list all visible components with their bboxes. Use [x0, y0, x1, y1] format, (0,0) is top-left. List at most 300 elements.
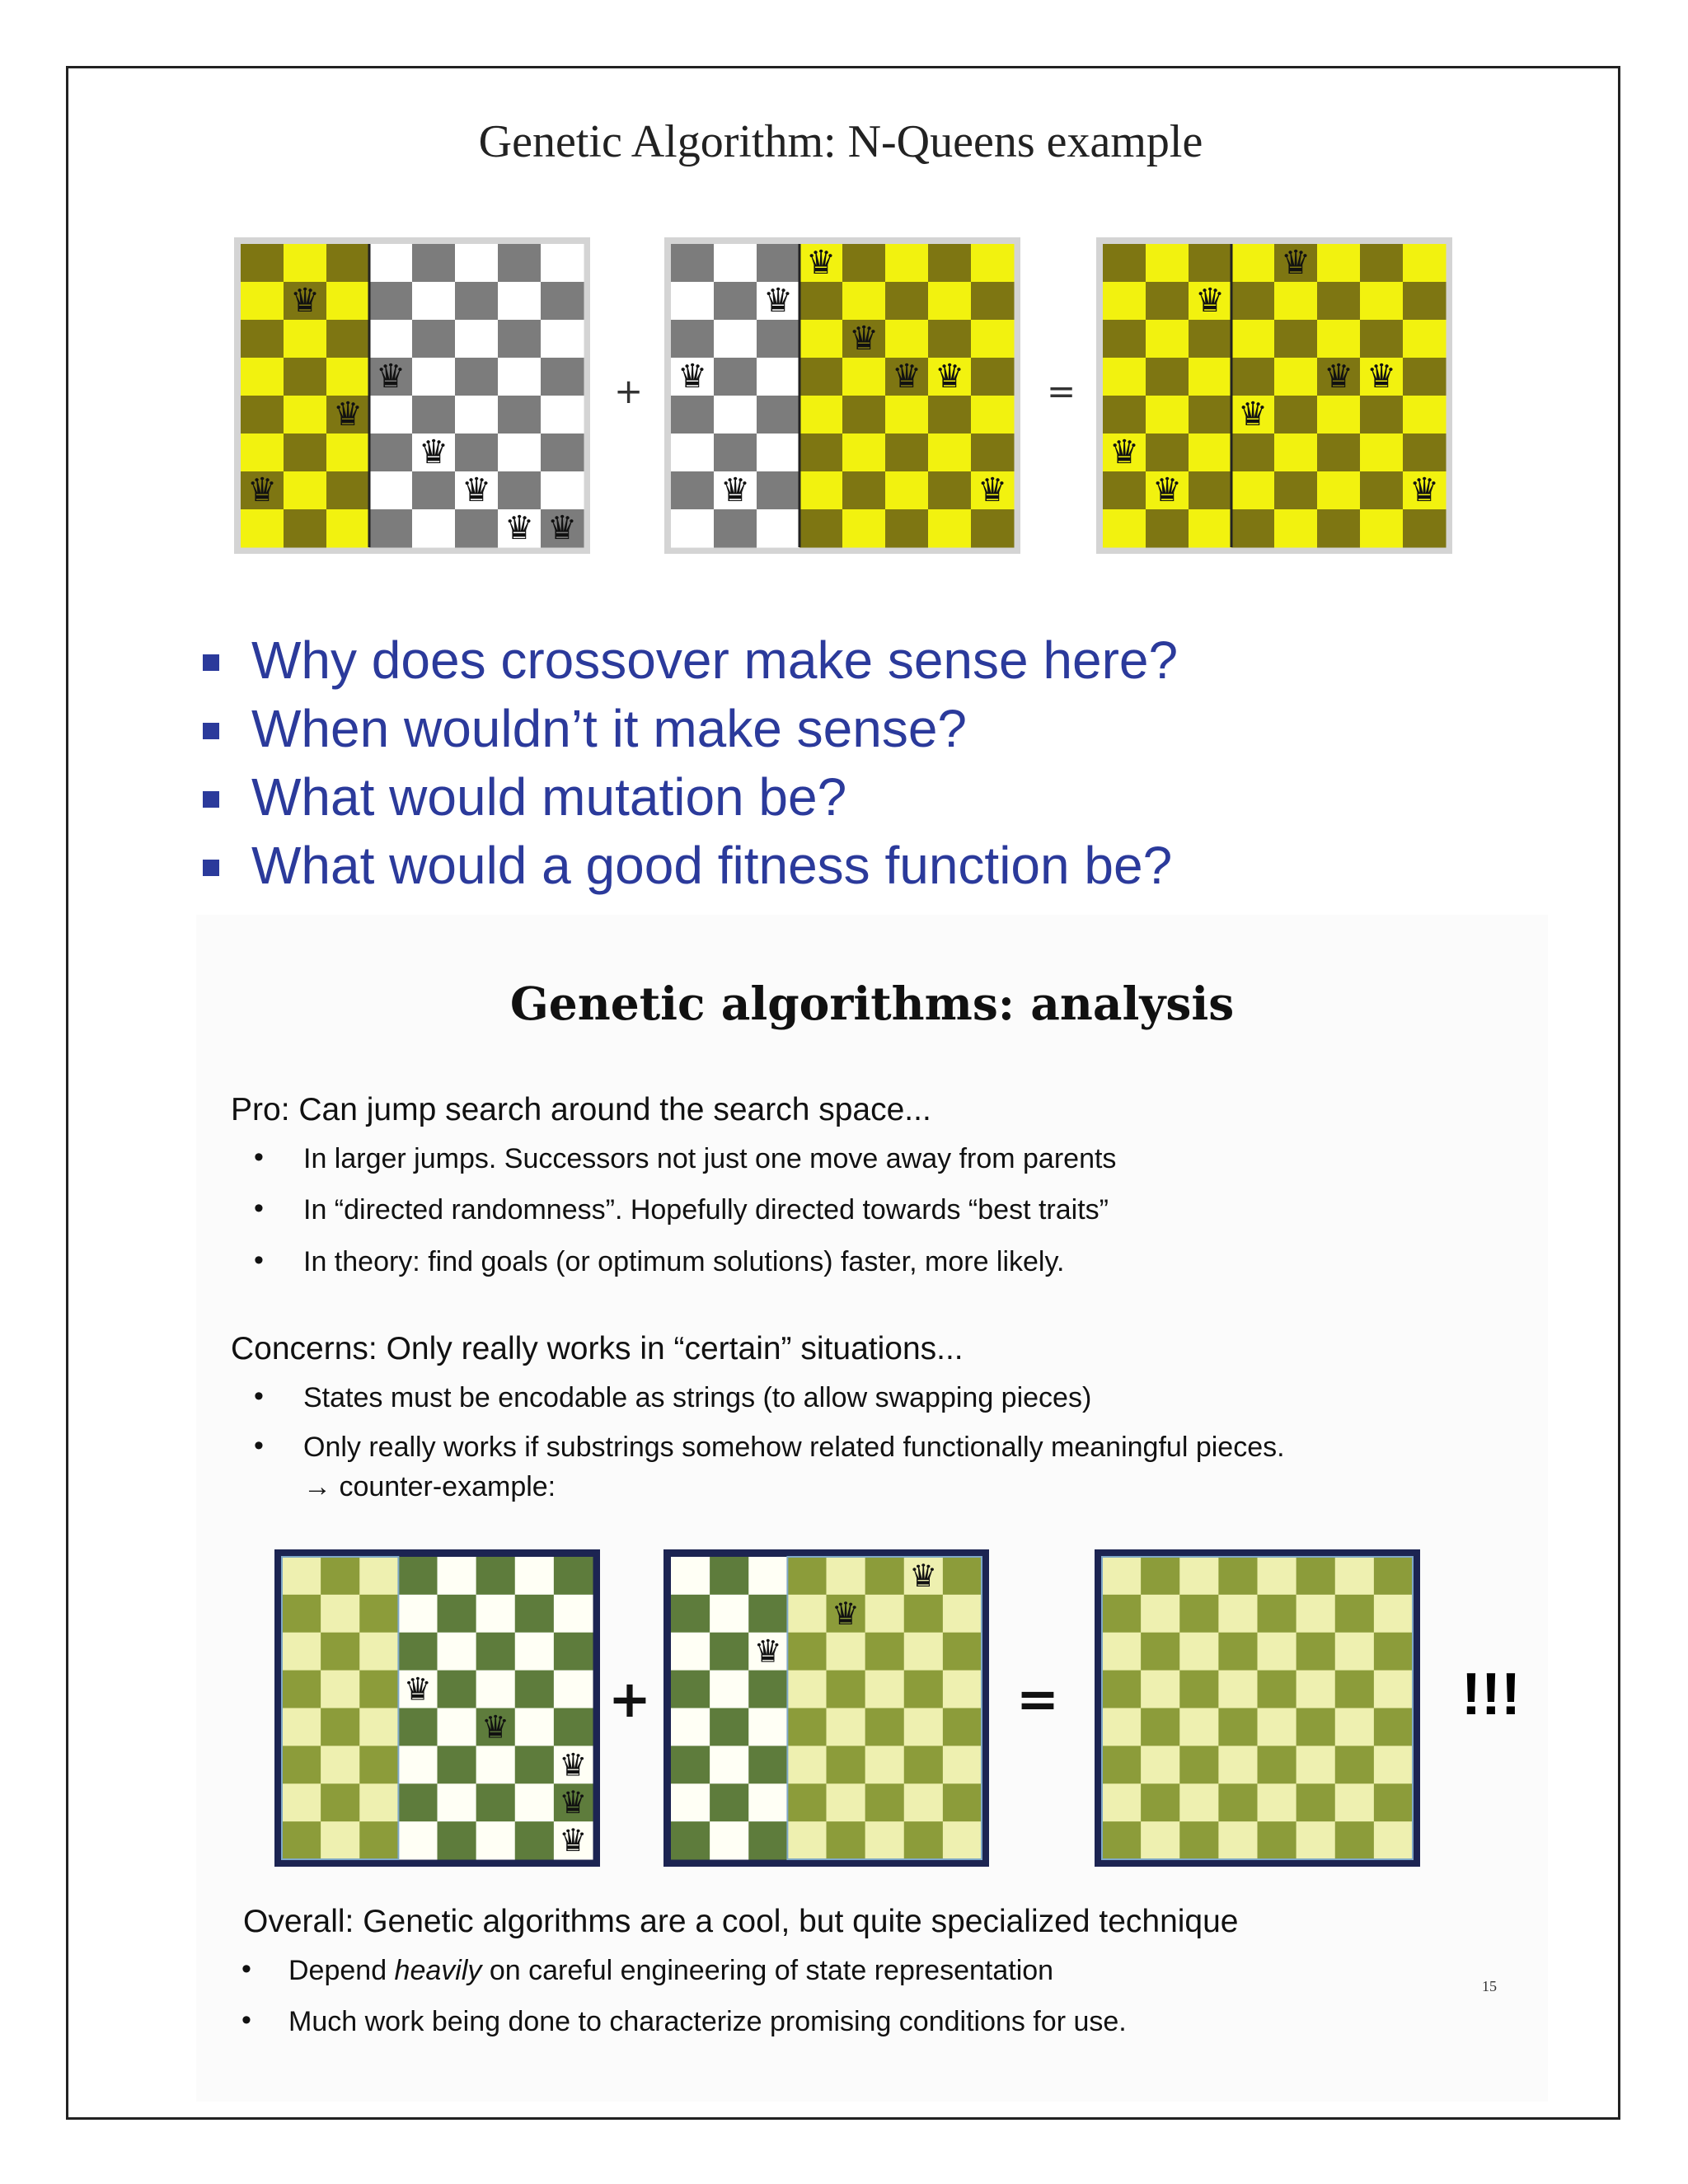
board-square: [799, 358, 843, 396]
equals-sign: =: [1047, 371, 1076, 411]
board-square: [748, 1783, 788, 1821]
board-square: [714, 434, 757, 472]
board-square: [885, 434, 929, 472]
board-square: [1274, 358, 1318, 396]
board-square: [865, 1783, 905, 1821]
board-square: [476, 1633, 516, 1671]
board-square: [1374, 1708, 1414, 1746]
board-square: [438, 1746, 477, 1783]
board-square: [1317, 396, 1361, 434]
board-square: [241, 509, 284, 548]
board-square: [1335, 1557, 1375, 1595]
board-square: [455, 396, 499, 434]
board-square: [710, 1821, 749, 1859]
board-square: [326, 320, 370, 359]
board-square: [787, 1633, 827, 1671]
board-square: [827, 1557, 866, 1595]
board-square: [1374, 1746, 1414, 1783]
board-square: [541, 358, 584, 396]
board-square: [1231, 434, 1275, 472]
board-square: [827, 1821, 866, 1859]
queen-icon: ♛: [481, 1708, 510, 1746]
board-square: [1403, 434, 1447, 472]
board-square: [359, 1708, 399, 1746]
board-square: [541, 396, 584, 434]
board-square: [904, 1671, 944, 1708]
board-square: [928, 471, 972, 510]
board-square: [1360, 434, 1404, 472]
board-square: [1374, 1557, 1414, 1595]
board-square: [787, 1783, 827, 1821]
board-square: [326, 358, 370, 396]
queen-icon: ♛: [1238, 396, 1268, 434]
board-square: [398, 1746, 438, 1783]
board-square: [1258, 1746, 1297, 1783]
board-square: [1103, 244, 1146, 283]
square-bullet-icon: [203, 791, 219, 808]
board-square: [1218, 1557, 1258, 1595]
concerns-bullet: States must be encodable as strings (to allow swapping pieces): [303, 1382, 1092, 1413]
queen-icon: ♛: [806, 244, 836, 282]
board-square: [1317, 282, 1361, 321]
board-square: [1218, 1708, 1258, 1746]
board-square: [498, 244, 542, 283]
board-square: [1146, 509, 1189, 548]
board-square: [498, 396, 542, 434]
board-square: [515, 1783, 555, 1821]
board-square: [787, 1746, 827, 1783]
board-square: [748, 1821, 788, 1859]
board-square: [1296, 1633, 1336, 1671]
board-square: [1141, 1708, 1180, 1746]
bullet-dot-icon: •: [254, 1141, 264, 1173]
board-square: [476, 1671, 516, 1708]
board-square: [904, 1595, 944, 1633]
board-square: [1103, 282, 1146, 321]
board-square: [971, 509, 1015, 548]
board-square: [321, 1746, 360, 1783]
queen-icon: ♛: [1195, 282, 1225, 320]
board-square: [1231, 282, 1275, 321]
board-square: [1179, 1821, 1219, 1859]
board-square: [928, 282, 972, 321]
board-square: [438, 1821, 477, 1859]
board-square: [369, 434, 413, 472]
board-square: [1335, 1783, 1375, 1821]
board-square: [757, 244, 800, 283]
board-square: [714, 282, 757, 321]
overall-bullet: Depend heavily on careful engineering of state representation: [288, 1955, 1054, 1986]
exclamation-marks: !!!: [1461, 1661, 1521, 1727]
board-square: [1141, 1746, 1180, 1783]
board-square: [1179, 1557, 1219, 1595]
board-square: [943, 1708, 982, 1746]
board-square: [1102, 1708, 1142, 1746]
board-square: [1335, 1746, 1375, 1783]
board-square: [904, 1746, 944, 1783]
board-square: [842, 244, 886, 283]
board-square: [971, 244, 1015, 283]
slide-title: Genetic Algorithm: N-Queens example: [478, 116, 1203, 167]
board-square: [1317, 434, 1361, 472]
board-square: [241, 396, 284, 434]
board-square: [885, 282, 929, 321]
board-square: [885, 509, 929, 548]
board-square: [438, 1783, 477, 1821]
board-square: [885, 320, 929, 359]
board-square: [1218, 1783, 1258, 1821]
equals-sign: =: [1016, 1669, 1059, 1729]
question-item: What would mutation be?: [198, 763, 1178, 832]
board-square: [515, 1671, 555, 1708]
board-square: [971, 358, 1015, 396]
board-square: [321, 1821, 360, 1859]
board-square: [748, 1746, 788, 1783]
board-square: [1141, 1821, 1180, 1859]
board-square: [438, 1671, 477, 1708]
board-square: [928, 434, 972, 472]
board-square: [757, 358, 800, 396]
board-square: [1403, 282, 1447, 321]
board-square: [1179, 1595, 1219, 1633]
board-square: [398, 1595, 438, 1633]
queen-icon: ♛: [935, 358, 964, 396]
board-square: [1374, 1671, 1414, 1708]
board-square: [455, 509, 499, 548]
board-square: [1146, 396, 1189, 434]
board-square: [787, 1557, 827, 1595]
board-square: [1231, 471, 1275, 510]
queen-icon: ♛: [559, 1822, 588, 1859]
queen-icon: ♛: [547, 509, 577, 547]
board-square: [710, 1783, 749, 1821]
board-square: [241, 434, 284, 472]
board-square: [710, 1595, 749, 1633]
board-square: [1179, 1708, 1219, 1746]
board-square: [554, 1671, 593, 1708]
board-square: [398, 1633, 438, 1671]
board-square: [865, 1746, 905, 1783]
board-square: [787, 1821, 827, 1859]
board-square: [241, 244, 284, 283]
board-square: [865, 1671, 905, 1708]
board-square: [476, 1821, 516, 1859]
queen-icon: ♛: [849, 320, 879, 358]
board-square: [412, 282, 456, 321]
board-square: [1317, 244, 1361, 283]
queen-icon: ♛: [504, 509, 534, 547]
board-square: [1296, 1671, 1336, 1708]
queen-icon: ♛: [1367, 358, 1396, 396]
board-square: [1189, 320, 1232, 359]
board-square: [1103, 396, 1146, 434]
board-square: [943, 1746, 982, 1783]
board-square: [1231, 509, 1275, 548]
board-square: [1360, 509, 1404, 548]
board-square: [359, 1633, 399, 1671]
board-square: [842, 434, 886, 472]
board-square: [748, 1595, 788, 1633]
board-square: [714, 244, 757, 283]
queen-icon: ♛: [763, 282, 793, 320]
board-square: [710, 1671, 749, 1708]
board-square: [710, 1708, 749, 1746]
board-square: [671, 1821, 710, 1859]
board-square: [1274, 434, 1318, 472]
board-square: [359, 1671, 399, 1708]
board-square: [1335, 1821, 1375, 1859]
board-square: [1403, 396, 1447, 434]
board-square: [1189, 434, 1232, 472]
board-square: [515, 1557, 555, 1595]
board-square: [369, 282, 413, 321]
board-square: [1274, 509, 1318, 548]
board-square: [671, 1671, 710, 1708]
board-square: [455, 320, 499, 359]
board-square: [498, 471, 542, 510]
queen-icon: ♛: [678, 358, 707, 396]
board-square: [865, 1821, 905, 1859]
queen-icon: ♛: [753, 1633, 782, 1670]
queen-icon: ♛: [376, 358, 406, 396]
board-square: [515, 1746, 555, 1783]
board-square: [1258, 1783, 1297, 1821]
board-square: [412, 358, 456, 396]
slide-title: Genetic algorithms: analysis: [509, 977, 1235, 1030]
board-square: [412, 396, 456, 434]
board-square: [1179, 1633, 1219, 1671]
queen-icon: ♛: [720, 471, 750, 509]
board-square: [284, 434, 327, 472]
board-square: [369, 509, 413, 548]
board-square: [284, 358, 327, 396]
board-square: [671, 1633, 710, 1671]
board-square: [359, 1821, 399, 1859]
board-square: [326, 244, 370, 283]
queen-icon: ♛: [462, 471, 491, 509]
board-square: [1179, 1783, 1219, 1821]
board-square: [515, 1595, 555, 1633]
board-square: [284, 244, 327, 283]
board-square: [1146, 434, 1189, 472]
board-square: [1141, 1557, 1180, 1595]
plus-sign: +: [608, 1669, 651, 1729]
board-square: [476, 1557, 516, 1595]
board-square: [359, 1557, 399, 1595]
board-square: [1189, 358, 1232, 396]
queen-icon: ♛: [832, 1595, 860, 1632]
board-square: [412, 320, 456, 359]
board-square: [1218, 1633, 1258, 1671]
board-child: [1096, 237, 1452, 554]
pro-heading: Pro: Can jump search around the search space...: [231, 1092, 931, 1127]
board-square: [1274, 471, 1318, 510]
board-square: [787, 1595, 827, 1633]
board-square: [541, 471, 584, 510]
board-square: [799, 396, 843, 434]
board-square: [515, 1708, 555, 1746]
board-square: [757, 396, 800, 434]
board-square: [1141, 1595, 1180, 1633]
queen-icon: ♛: [333, 396, 363, 434]
board-square: [1102, 1633, 1142, 1671]
board-square: [865, 1708, 905, 1746]
board-square: [1296, 1557, 1336, 1595]
board-square: [541, 244, 584, 283]
board-square: [284, 320, 327, 359]
board-square: [1258, 1821, 1297, 1859]
square-bullet-icon: [203, 860, 219, 876]
board-square: [359, 1746, 399, 1783]
board-square: [943, 1821, 982, 1859]
board-square: [1103, 509, 1146, 548]
board-square: [476, 1595, 516, 1633]
board-square: [498, 320, 542, 359]
board-square: [1146, 244, 1189, 283]
board-square: [241, 320, 284, 359]
board-square: [412, 244, 456, 283]
board-counter-parent-a: [274, 1549, 600, 1867]
board-square: [541, 282, 584, 321]
board-square: [842, 282, 886, 321]
counter-example-label: → counter-example:: [303, 1471, 556, 1502]
board-square: [1258, 1708, 1297, 1746]
board-square: [515, 1821, 555, 1859]
board-square: [498, 358, 542, 396]
board-square: [455, 434, 499, 472]
board-square: [904, 1708, 944, 1746]
board-square: [1258, 1557, 1297, 1595]
queen-icon: ♛: [1409, 471, 1439, 509]
question-list: [198, 626, 1178, 900]
board-square: [1274, 320, 1318, 359]
board-square: [476, 1783, 516, 1821]
board-square: [398, 1708, 438, 1746]
board-square: [787, 1671, 827, 1708]
board-square: [1102, 1671, 1142, 1708]
board-square: [865, 1595, 905, 1633]
board-square: [714, 320, 757, 359]
board-square: [757, 320, 800, 359]
board-square: [1102, 1746, 1142, 1783]
board-square: [321, 1708, 360, 1746]
board-square: [1189, 471, 1232, 510]
board-square: [284, 509, 327, 548]
board-square: [671, 1783, 710, 1821]
board-square: [369, 396, 413, 434]
board-square: [1231, 320, 1275, 359]
board-square: [282, 1595, 321, 1633]
queen-icon: ♛: [559, 1784, 588, 1821]
board-square: [321, 1557, 360, 1595]
board-square: [1189, 396, 1232, 434]
board-square: [799, 434, 843, 472]
bullet-dot-icon: •: [254, 1380, 264, 1412]
board-square: [799, 509, 843, 548]
board-square: [671, 1557, 710, 1595]
bullet-dot-icon: •: [254, 1244, 264, 1276]
board-square: [1102, 1595, 1142, 1633]
board-square: [284, 471, 327, 510]
board-square: [282, 1821, 321, 1859]
board-square: [904, 1783, 944, 1821]
board-square: [1102, 1557, 1142, 1595]
board-square: [455, 244, 499, 283]
board-square: [1360, 320, 1404, 359]
board-square: [541, 320, 584, 359]
board-square: [1231, 244, 1275, 283]
board-square: [438, 1595, 477, 1633]
board-square: [1146, 282, 1189, 321]
board-square: [369, 320, 413, 359]
queen-icon: ♛: [559, 1746, 588, 1783]
board-square: [1317, 509, 1361, 548]
board-square: [827, 1671, 866, 1708]
overall-heading: Overall: Genetic algorithms are a cool, but quite specialized technique: [243, 1904, 1239, 1939]
board-square: [1296, 1783, 1336, 1821]
board-square: [438, 1633, 477, 1671]
page-number: 15: [1482, 1978, 1497, 1994]
board-square: [326, 282, 370, 321]
board-square: [1374, 1595, 1414, 1633]
board-square: [671, 1595, 710, 1633]
board-square: [1258, 1595, 1297, 1633]
board-counter-child: [1095, 1549, 1420, 1867]
board-square: [1335, 1671, 1375, 1708]
board-square: [1103, 471, 1146, 510]
board-square: [1335, 1633, 1375, 1671]
board-parent-a: [234, 237, 590, 554]
board-square: [710, 1633, 749, 1671]
board-square: [369, 244, 413, 283]
question-item: What would a good fitness function be?: [198, 832, 1178, 900]
board-square: [671, 1708, 710, 1746]
board-square: [1274, 396, 1318, 434]
board-square: [1218, 1595, 1258, 1633]
board-square: [1374, 1783, 1414, 1821]
board-square: [282, 1557, 321, 1595]
board-square: [438, 1708, 477, 1746]
board-square: [515, 1633, 555, 1671]
board-square: [1179, 1746, 1219, 1783]
board-square: [1296, 1821, 1336, 1859]
board-square: [671, 282, 715, 321]
board-square: [554, 1633, 593, 1671]
board-square: [1335, 1708, 1375, 1746]
board-square: [1258, 1671, 1297, 1708]
overall-bullet: Much work being done to characterize promising conditions for use.: [288, 2006, 1127, 2037]
question-item: When wouldn’t it make sense?: [198, 695, 1178, 763]
board-square: [885, 244, 929, 283]
board-square: [842, 509, 886, 548]
board-square: [554, 1557, 593, 1595]
board-square: [438, 1557, 477, 1595]
board-square: [1335, 1595, 1375, 1633]
square-bullet-icon: [203, 654, 219, 671]
board-square: [326, 471, 370, 510]
board-parent-b: [664, 237, 1020, 554]
board-square: [321, 1783, 360, 1821]
board-square: [943, 1557, 982, 1595]
board-square: [928, 320, 972, 359]
board-square: [476, 1746, 516, 1783]
board-square: [827, 1746, 866, 1783]
board-square: [671, 509, 715, 548]
board-square: [842, 396, 886, 434]
board-square: [748, 1671, 788, 1708]
board-square: [326, 434, 370, 472]
board-square: [1403, 509, 1447, 548]
